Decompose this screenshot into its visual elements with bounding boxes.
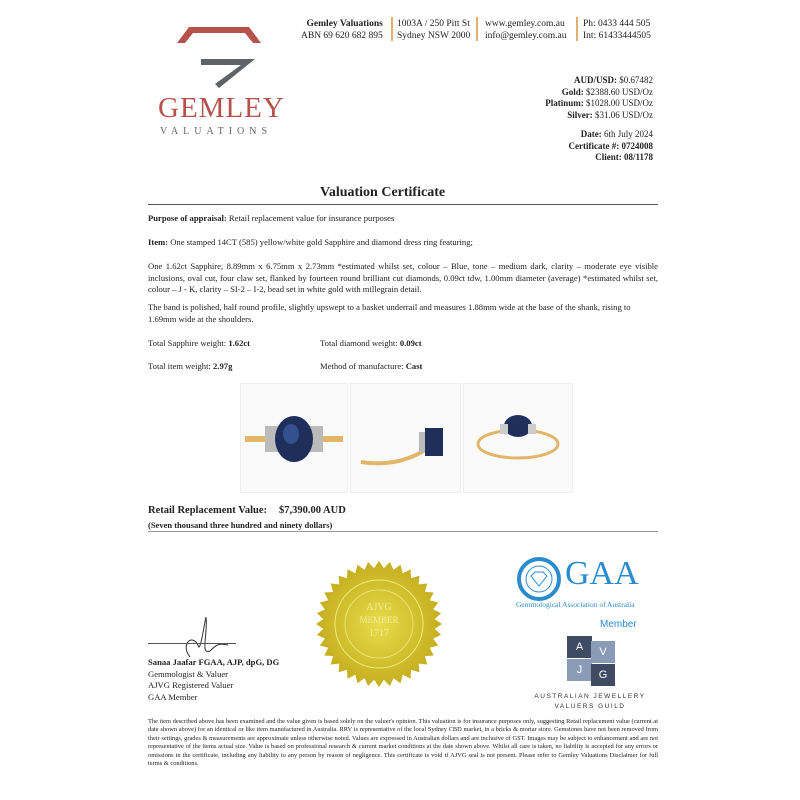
- item-description: One 1.62ct Sapphire, 8.89mm x 6.75mm x 2.73mm *estimated whilst set, colour – Blue, tone – medium dark, clarity – moderate eye visible inclusions, oval cut, four claw set, flanked by fourteen round brilliant cut diamonds, 0.09ct tdw, 1.00mm diameter (average) *estimated whilst set, colour – J - K, clarity – SI-2 – I-2, bead set in white gold with millegrain detail.: [148, 261, 658, 294]
- company-block: [301, 18, 383, 42]
- ajvg-logo-j: J: [567, 659, 592, 681]
- logo-tagline: VALUATIONS: [160, 126, 273, 137]
- ajvg-name: AUSTRALIAN JEWELLERY VALUERS GUILD: [534, 693, 646, 710]
- signature-line: [148, 643, 236, 644]
- address-block: [397, 18, 470, 42]
- metal-rates: AUD/USD: $0.67482 Gold: $2388.60 USD/Oz Platinum: $1028.00 USD/Oz Silver: $31.06 USD/Oz: [545, 75, 653, 120]
- intl-phone: Int: 61433444505: [583, 31, 651, 41]
- certificate-meta: Date: 6th July 2024 Certificate #: 0724008 Client: 08/1178: [568, 129, 653, 162]
- svg-text:1717: 1717: [369, 628, 389, 639]
- disclaimer: The item described above has been examined and the value given is based solely on the valuer's opinion. This valuation is for insurance purposes only, suggesting Retail replacement value (current at date shown above) for an identical or like item manufactured in Australia. RRV is representative of the local Sydney CBD market, in a bricks & mortar store. Gemstones have not been removed from their settings, grades & measurements are approximate unless otherwise noted. Values are expressed in Australian dollars and are inclusive of GST. Images may be subject to enhancement and are not representative of the items actual size. Value is based on professional research & current market conditions at the date shown above. Whilst all care is taken, no liability is accepted for any errors or omissions in the certificate, including any liability to any person by reason of negligence. This certificate is void if AJVG seal is not present. Please refer to Gemley Valuations Disclaimer for full terms & conditions.: [148, 718, 658, 768]
- band-description: The band is polished, half round profile, slightly upswept to a basket underrail and measures 1.88mm wide at the base of the shank, rising to 1.69mm wide at the shoulders.: [148, 302, 631, 324]
- ring-photo-front: [240, 383, 348, 493]
- purpose-label: Purpose of appraisal:: [148, 213, 227, 223]
- manufacture-method: Cast: [405, 361, 423, 371]
- item-weight: 2.97g: [213, 361, 233, 371]
- purpose-value: Retail replacement value for insurance purposes: [226, 213, 395, 223]
- page-title: Valuation Certificate: [320, 185, 446, 200]
- ring-photo-side: [350, 383, 461, 493]
- ajvg-logo-v: V: [591, 641, 615, 663]
- signatory-block: Sanaa Jaafar FGAA, AJP, dpG, DG Gemmologist & Valuer AJVG Registered Valuer GAA Member: [148, 657, 280, 702]
- ajvg-gold-seal: [315, 560, 443, 688]
- address-line: 1003A / 250 Pitt St: [397, 19, 470, 29]
- email-link[interactable]: info@gemley.com.au: [485, 31, 567, 41]
- diamond-weight: 0.09ct: [399, 338, 422, 348]
- phone: Ph: 0433 444 505: [583, 19, 651, 29]
- value-amount: $7,390.00 AUD: [278, 505, 346, 516]
- svg-text:MEMBER: MEMBER: [359, 615, 399, 625]
- value-label: Retail Replacement Value:: [148, 505, 267, 516]
- ring-photo-back: [463, 383, 573, 493]
- valuation-certificate: GEMLEY VALUATIONS Gemley Valuations ABN 69 620 682 895 1003A / 250 Pitt St Sydney NSW 2000 www.gemley.com.au info@gemley.com.au Ph: 0433 444 505 Int: 61433444505 AUD/USD: $0.67482 Gold: $2388.60 USD/Oz Platinum: $1028.00 USD/Oz Silver: $31.06 USD/Oz Date: 6th July 2024 Certificate #: 0724008 Client: 08/1178 Valuation Certificate Purpose of appraisal: Retail replacement value for insurance purposes Item: One stamped 14CT (585) yellow/white gold Sapphire and diamond dress ring featuring; One 1.62ct Sapphire, 8.89mm x 6.75mm x 2.73mm *estimated whilst set, colour – Blue, tone – medium dark, clarity – moderate eye visible inclusions, oval cut, four claw set, flanked by fourteen round brilliant cut diamonds, 0.09ct tdw, 1.00mm diameter (average) *estimated whilst set, colour – J - K, clarity – SI-2 – I-2, bead set in white gold with millegrain detail. The band is polished, half round profile, slightly upswept to a basket underrail and measures 1.88mm wide at the base of the shank, rising to 1.69mm wide at the shoulders. Total Sapphire weight: 1.62ct Total diamond weight: 0.09ct Total item weight: 2.97g Method of manufacture: Cast Retail Replacement Value: $7,390.00 AUD (Seven thousand three hundred and ninety dollars) Sanaa Jaafar FGAA, AJP, dpG, DG Gemmologist & Valuer AJVG Registered Valuer GAA Member AJVG MEMBER 1717 GAA Gemmological Association of Australia Member A V J G AUSTRALIAN JEWELLERY VALUERS GUILD The item described above has been examined and the value given is based solely on the valuer's opinion. This valuation is for insurance purposes only, suggesting Retail replacement value (current at date shown above) for an identical or like item manufactured in Australia. RRV is representative of the local Sydney CBD market, in a bricks & mortar store. Gemstones have not been removed from their settings, grades & measurements are approximate unless otherwise noted. Values are expressed in Australian dollars and are inclusive of GST. Images may be subject to enhancement and are not representative of the items actual size. Value is based on professional research & current market conditions at the date shown above. Whilst all care is taken, no liability is accepted for any errors or omissions in the certificate, including any liability to any person by reason of negligence. This certificate is void if AJVG seal is not present. Please refer to Gemley Valuations Disclaimer for full terms & conditions.: [0, 0, 800, 800]
- company-name: Gemley Valuations: [306, 19, 383, 29]
- item-value: One stamped 14CT (585) yellow/white gold Sapphire and diamond dress ring featuring;: [168, 237, 473, 247]
- abn: ABN 69 620 682 895: [301, 31, 383, 41]
- gaa-member: Member: [600, 619, 637, 630]
- gemley-diamond-logo-icon: [175, 25, 265, 90]
- signature: [170, 615, 230, 660]
- svg-text:AJVG: AJVG: [366, 602, 392, 613]
- item-label: Item:: [148, 237, 169, 247]
- gaa-full-name: Gemmological Association of Australia: [516, 600, 635, 609]
- ajvg-logo-a: A: [567, 636, 592, 658]
- divider: [148, 531, 658, 532]
- website-link[interactable]: www.gemley.com.au: [485, 19, 565, 29]
- logo-name: GEMLEY: [158, 92, 285, 124]
- divider: [148, 204, 658, 205]
- ajvg-logo-g: G: [591, 664, 615, 686]
- gaa-emblem-icon: [517, 557, 561, 601]
- address-line: Sydney NSW 2000: [397, 31, 471, 41]
- sapphire-weight: 1.62ct: [228, 338, 251, 348]
- value-words: (Seven thousand three hundred and ninety dollars): [148, 520, 333, 530]
- gaa-abbr: GAA: [565, 555, 639, 592]
